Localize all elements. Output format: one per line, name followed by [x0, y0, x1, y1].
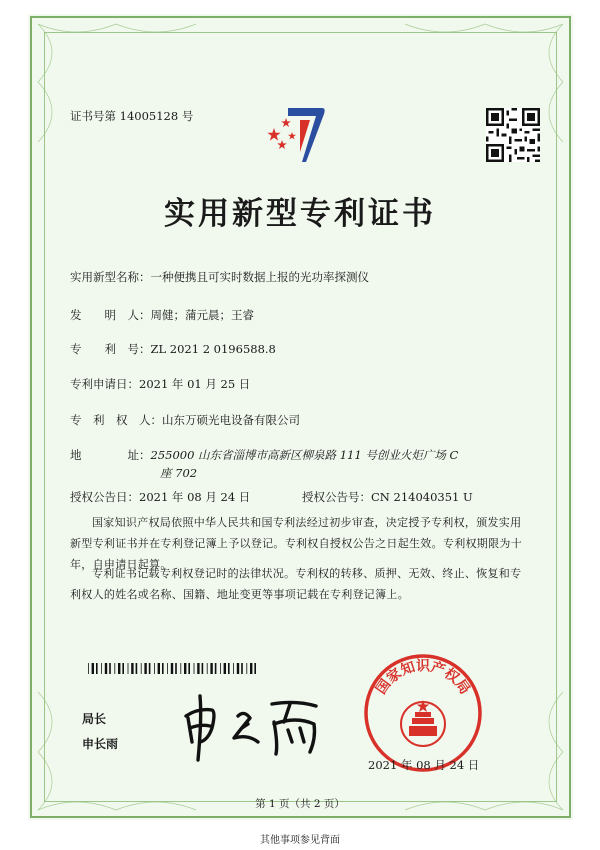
- field-value: 山东万硕光电设备有限公司: [162, 413, 300, 427]
- field-label: 专 利 号：: [70, 342, 151, 356]
- field-row-patentee: [70, 412, 300, 428]
- field-value: 一种便携且可实时数据上报的光功率探测仪: [150, 270, 369, 284]
- page-number: 第 1 页（共 2 页）: [255, 798, 345, 810]
- field-value: ZL 2021 2 0196588.8: [150, 342, 276, 356]
- certificate-number-label: 证书号第: [70, 109, 116, 123]
- field-label: 实用新型名称：: [70, 270, 151, 284]
- field-row-patent-number: [70, 341, 276, 357]
- field-row-address: [70, 447, 458, 463]
- field-label: 发 明 人：: [70, 308, 151, 322]
- field-value: CN 214040351 U: [371, 490, 473, 504]
- field-value: 2021 年 08 月 24 日: [139, 490, 251, 504]
- address-line-2: 座 702: [160, 466, 198, 480]
- qr-code-icon[interactable]: [486, 108, 540, 162]
- field-label: 授权公告日：: [70, 490, 139, 504]
- signatory-position: 局长: [82, 712, 107, 726]
- certificate-number: [70, 108, 193, 124]
- field-row-announcement-date: [70, 489, 250, 505]
- certificate-number-value: 14005128: [119, 109, 179, 123]
- certificate-number-suffix: 号: [181, 109, 194, 123]
- field-row-announcement-number: [302, 489, 473, 505]
- svg-text:国家知识产权局: [372, 658, 472, 698]
- field-label: 地 址：: [70, 448, 151, 462]
- field-row-application-date: [70, 376, 250, 392]
- barcode-icon: [88, 663, 258, 674]
- seal-date: 2021 年 08 月 24 日: [368, 758, 480, 772]
- certificate-title: 实用新型专利证书: [164, 196, 436, 232]
- field-label: 专利申请日：: [70, 377, 139, 391]
- field-value: 周健；蒲元晨；王睿: [150, 308, 254, 322]
- address-line-1: 255000 山东省淄博市高新区柳泉路 111 号创业火炬广场 C: [150, 448, 459, 462]
- field-row-utility-model-name: [70, 269, 369, 285]
- legal-status-paragraph: 专利证书记载专利权登记时的法律状况。专利权的转移、质押、无效、终止、恢复和专利权人的姓名或名称、国籍、地址变更等事项记载在专利登记簿上。: [70, 567, 522, 601]
- director-signature: [178, 688, 328, 763]
- grant-statement-paragraph: 国家知识产权局依照中华人民共和国专利法经过初步审查，决定授予专利权，颁发实用新型专利证书并在专利登记簿上予以登记。专利权自授权公告之日起生效。专利权期限为十年，自申请日起算。: [70, 516, 522, 571]
- field-value: 2021 年 01 月 25 日: [139, 377, 251, 391]
- signatory-name: 申长雨: [82, 737, 119, 751]
- footer-note: 其他事项参见背面: [260, 835, 340, 846]
- seal-text: 国家知识产权局: [373, 658, 473, 698]
- cnipa-logo-icon: [266, 104, 328, 166]
- field-row-inventor: [70, 307, 254, 323]
- field-label: 授权公告号：: [302, 490, 371, 504]
- field-label: 专 利 权 人：: [70, 413, 162, 427]
- official-seal: [362, 652, 484, 774]
